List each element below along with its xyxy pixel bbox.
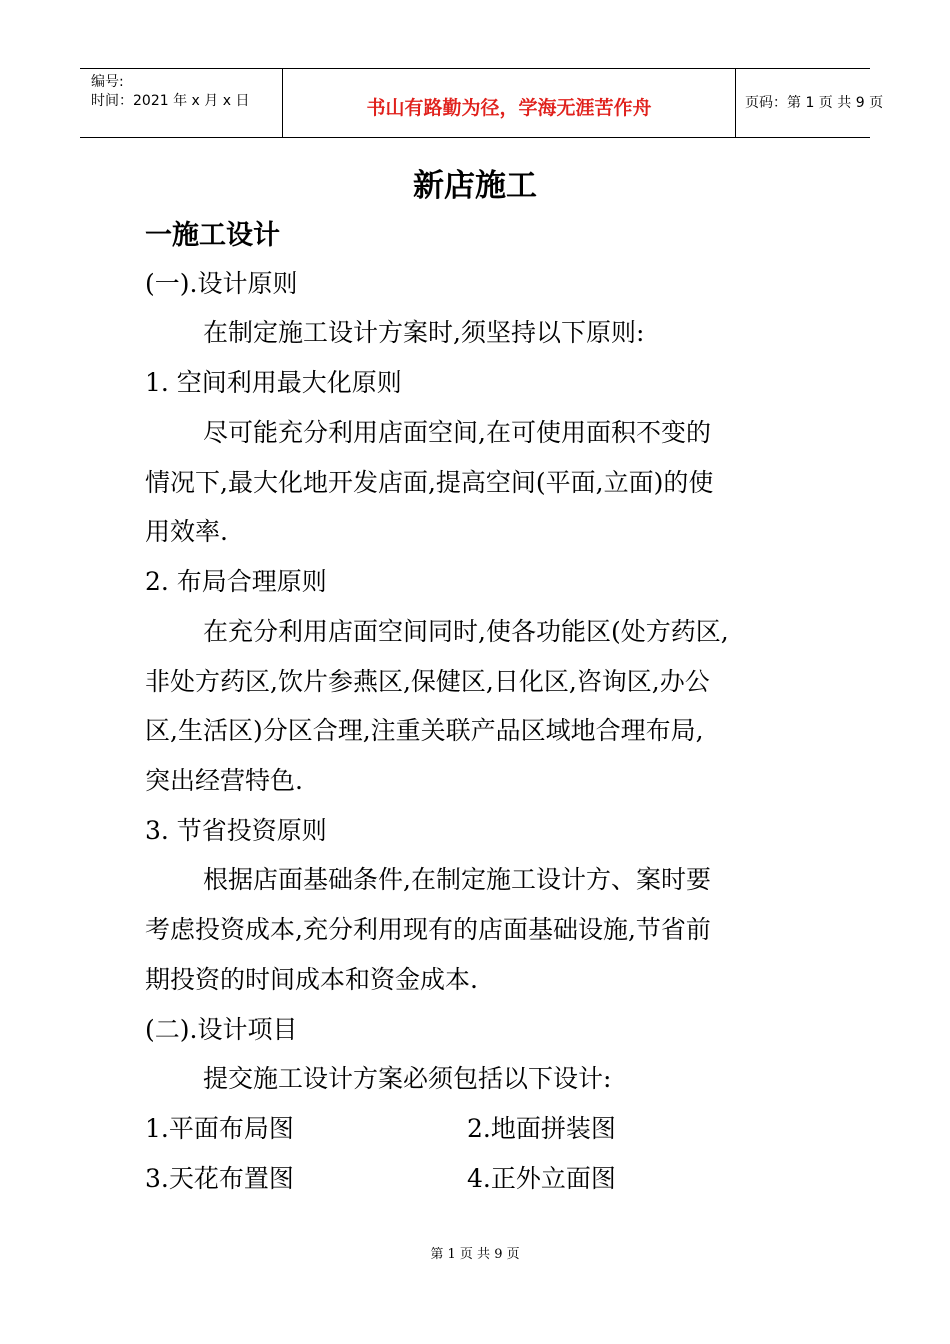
number-label: 编号: (91, 74, 124, 90)
paragraph-line: 区,生活区)分区合理,注重关联产品区域地合理布局, (145, 716, 704, 745)
design-item: 2.地面拼装图 (467, 1114, 616, 1143)
paragraph-line: 根据店面基础条件,在制定施工设计方、案时要 (203, 865, 711, 894)
paragraph-line: 情况下,最大化地开发店面,提高空间(平面,立面)的使 (145, 468, 714, 497)
slogan-text: 书山有路勤为径，学海无涯苦作舟 (366, 97, 652, 119)
paragraph-line: 非处方药区,饮片参燕区,保健区,日化区,咨询区,办公 (145, 667, 710, 696)
principle-heading: 3. 节省投资原则 (145, 816, 327, 845)
page-footer: 第 1 页 共 9 页 (430, 1247, 520, 1262)
document-header (80, 68, 884, 138)
paragraph-line: 尽可能充分利用店面空间,在可使用面积不变的 (203, 418, 711, 447)
design-item: 4.正外立面图 (467, 1164, 616, 1193)
header-meta-cell (80, 69, 282, 137)
paragraph-text: 在制定施工设计方案时,须坚持以下原则: (203, 318, 645, 347)
subsection-heading: (一).设计原则 (145, 269, 298, 298)
document-title: 新店施工 (413, 168, 537, 204)
principle-heading: 2. 布局合理原则 (145, 567, 327, 596)
design-item: 1.平面布局图 (145, 1114, 294, 1143)
paragraph-line: 考虑投资成本,充分利用现有的店面基础设施,节省前 (145, 915, 711, 944)
paragraph-line: 用效率. (145, 517, 228, 546)
paragraph-line: 突出经营特色. (145, 766, 303, 795)
time-label: 时间：2021 年 x 月 x 日 (91, 93, 250, 109)
header-slogan-cell (282, 69, 736, 137)
paragraph-line: 期投资的时间成本和资金成本. (145, 965, 478, 994)
principle-heading: 1. 空间利用最大化原则 (145, 368, 402, 397)
design-item: 3.天花布置图 (145, 1164, 294, 1193)
subsection-heading: (二).设计项目 (145, 1015, 298, 1044)
paragraph-text: 提交施工设计方案必须包括以下设计: (203, 1064, 612, 1093)
page-info: 页码：第 1 页 共 9 页 (745, 95, 884, 111)
section-heading: 一施工设计 (145, 220, 280, 251)
header-page-cell (735, 69, 884, 137)
paragraph-line: 在充分利用店面空间同时,使各功能区(处方药区, (203, 617, 729, 646)
